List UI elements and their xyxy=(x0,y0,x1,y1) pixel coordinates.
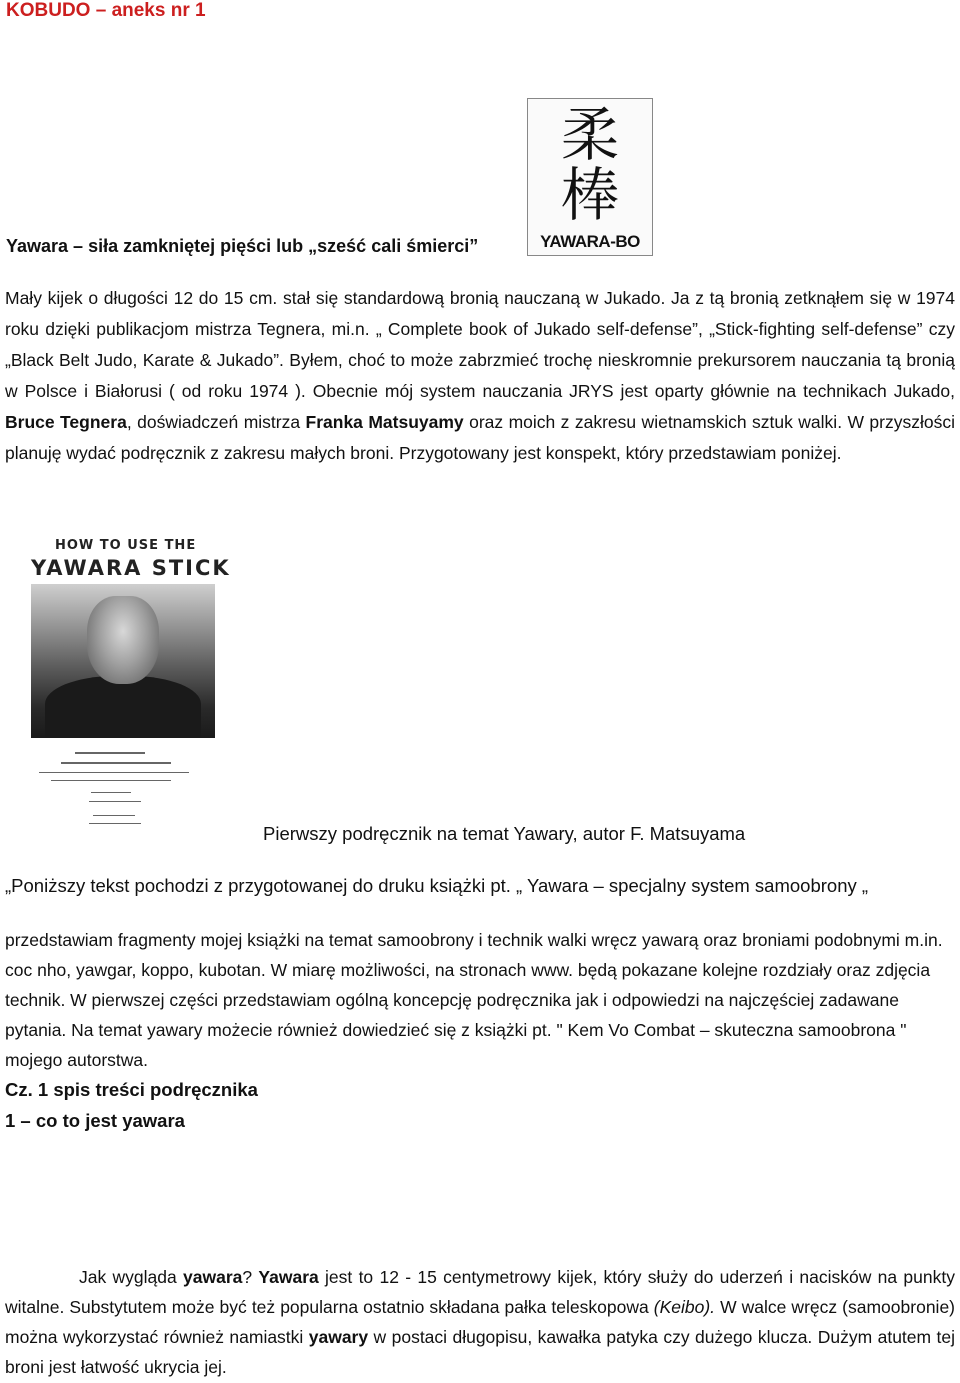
logo-kanji-ju: 柔 xyxy=(560,101,619,169)
intro-bold-tegner: Bruce Tegnera xyxy=(5,412,127,432)
final-text-1: Jak wygląda xyxy=(79,1267,184,1287)
cover-text-line xyxy=(91,792,131,793)
yawara-bo-logo xyxy=(527,98,653,256)
book-cover-line2: YAWARA STICK xyxy=(31,556,231,580)
final-text-4: W walce wręcz (samoobronie) można wykorzystać również namiastki xyxy=(5,1297,956,1347)
intro-text-2: , doświadczeń mistrza xyxy=(126,412,306,432)
cover-text-line xyxy=(61,762,171,764)
book-cover-image xyxy=(3,520,243,850)
portrait-face xyxy=(87,596,159,684)
final-bold-1: yawara xyxy=(183,1267,243,1287)
cover-text-line xyxy=(93,815,135,816)
document-title: KOBUDO – aneks nr 1 xyxy=(6,0,206,21)
logo-brand-text: YAWARA-BO xyxy=(540,232,640,251)
body-paragraph xyxy=(5,925,955,1075)
final-text-3: jest to 12 - 15 centymetrowy kijek, który służy do uderzeń i nacisków na punkty witalne. Substytutem może być też popularna ostatnio składana pałka teleskopowa xyxy=(5,1267,955,1317)
cover-text-line xyxy=(89,823,141,824)
cover-text-line xyxy=(51,780,171,781)
book-cover-line1: HOW TO USE THE xyxy=(55,538,197,553)
final-bold-2: Yawara xyxy=(258,1267,319,1287)
final-italic-keibo: (Keibo). xyxy=(653,1297,716,1317)
portrait-suit xyxy=(45,676,201,738)
cover-text-line xyxy=(39,772,189,773)
logo-kanji-bo: 棒 xyxy=(560,161,619,229)
final-text-5: w postaci długopisu, kawałka patyka czy dużego klucza. Dużym atutem tej broni jest łatwość ukrycia jej. xyxy=(5,1327,956,1377)
intro-text-1: Mały kijek o długości 12 do 15 cm. stał się standardową bronią nauczaną w Jukado. Ja z tą bronią zetknąłem się w 1974 roku dzięki publikacjom mistrza Tegnera, mi.n. „ Complete book of Jukado self-defense”, „Stick-fighting self-defense” czy „Black Belt Judo, Karate & Jukado”. Byłem, choć to może zabrzmieć trochę nieskromnie prekursorem nauczania tą bronią w Polsce i Białorusi ( od roku 1974 ). Obecnie mój system nauczania JRYS jest oparty głównie na technikach Jukado, xyxy=(5,288,955,401)
intro-bold-matsuyama: Franka Matsuyamy xyxy=(305,412,464,432)
final-text-2: ? xyxy=(242,1267,259,1287)
quote-line: „Poniższy tekst pochodzi z przygotowanej do druku książki pt. „ Yawara – specjalny system samoobrony „ xyxy=(5,875,869,896)
final-bold-3: yawary xyxy=(308,1327,369,1347)
book-cover-portrait xyxy=(31,584,215,738)
final-paragraph xyxy=(5,1262,955,1382)
section-heading: Yawara – siła zamkniętej pięści lub „sześć cali śmierci” xyxy=(6,236,479,256)
image-caption: Pierwszy podręcznik na temat Yawary, autor F. Matsuyama xyxy=(263,823,746,844)
body-text: przedstawiam fragmenty mojej książki na temat samoobrony i technik walki wręcz yawarą oraz broniami podobnymi m.in. coc nho, yawgar, koppo, kubotan. W miarę możliwości, na stronach www. będą pokazane kolejne rozdziały oraz zdjęcia technik. W pierwszej części przedstawiam ogólną koncepcję podręcznika jak i odpowiedzi na najczęściej zadawane pytania. Na temat yawary możecie również dowiedzieć się z książki pt. " Kem Vo Combat – skuteczna samoobrona " mojego autorstwa. xyxy=(5,930,943,1070)
cover-text-line xyxy=(89,801,141,802)
intro-paragraph xyxy=(5,283,955,469)
cover-text-line xyxy=(75,752,145,754)
part-heading: Cz. 1 spis treści podręcznika xyxy=(5,1079,258,1100)
chapter-heading: 1 – co to jest yawara xyxy=(5,1110,185,1131)
intro-text-3: oraz moich z zakresu wietnamskich sztuk walki. W przyszłości planuję wydać podręcznik z zakresu małych broni. Przygotowany jest konspekt, który przedstawiam poniżej. xyxy=(5,412,955,463)
